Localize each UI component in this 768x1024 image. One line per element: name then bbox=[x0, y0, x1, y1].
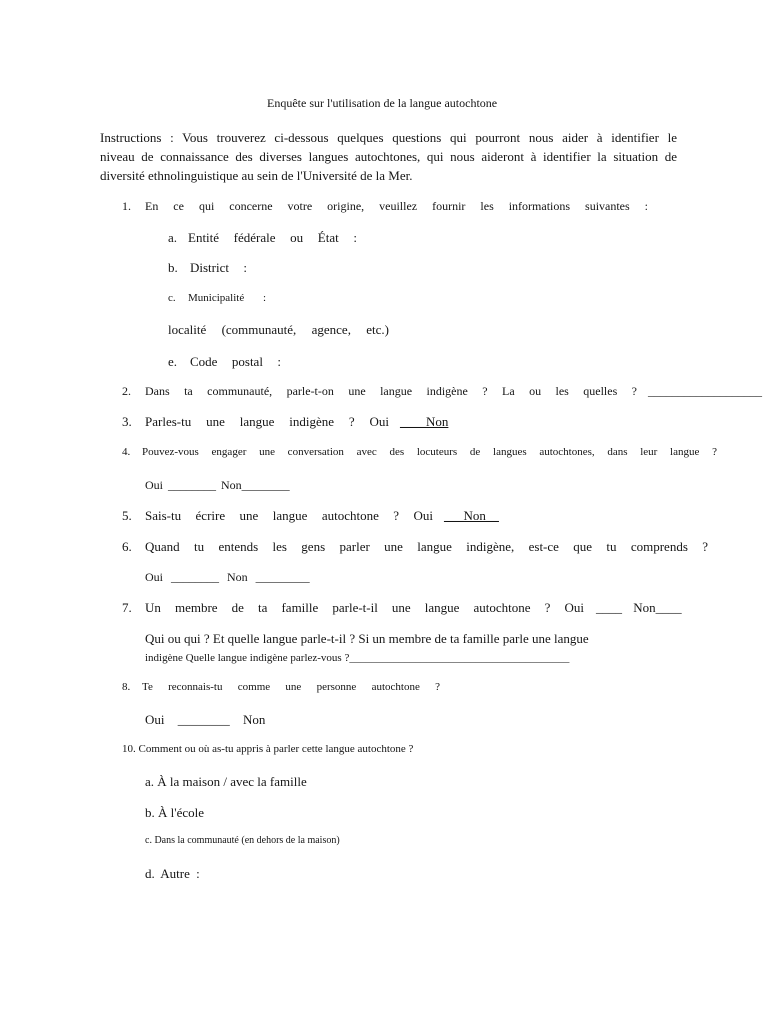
option-text: À la maison / avec la famille bbox=[157, 774, 307, 789]
question-number: 2. bbox=[122, 384, 131, 398]
instructions-line: Instructions : Vous trouverez ci-dessous quelques questions qui pourront nous aider à identifier le bbox=[100, 130, 677, 145]
question-number: 3. bbox=[122, 414, 132, 429]
sub-item-text: localité (communauté, agence, etc.) bbox=[168, 322, 389, 337]
option-a bbox=[145, 775, 307, 788]
question-text: Dans ta communauté, parle-t-on une langue indigène ? La ou les quelles ? bbox=[145, 384, 637, 398]
option-text: Autre : bbox=[160, 866, 200, 881]
sub-item-letter: e. bbox=[168, 354, 178, 369]
question-number: 7. bbox=[122, 600, 132, 615]
question-number: 8. bbox=[122, 681, 131, 693]
question-text: Quand tu entends les gens parler une langue indigène, est-ce que tu comprends ? bbox=[145, 539, 708, 554]
question-text: Comment ou où as-tu appris à parler cette langue autochtone ? bbox=[138, 743, 414, 755]
answer-blank: ___________________ bbox=[648, 384, 762, 398]
sub-item-text: Entité fédérale ou État : bbox=[188, 230, 357, 245]
instructions-line: diversité ethnolinguistique au sein de l'Université de la Mer. bbox=[100, 168, 413, 183]
question-10 bbox=[122, 744, 413, 755]
option-b bbox=[145, 806, 204, 819]
option-letter: b. bbox=[145, 805, 155, 820]
question-text: Pouvez-vous engager une conversation avec des locuteurs de langues autochtones, dans leur langue ? bbox=[142, 446, 717, 458]
answer-line: ____ Non____ bbox=[596, 600, 682, 615]
option-c bbox=[145, 836, 340, 846]
option-text: Dans la communauté (en dehors de la maison) bbox=[154, 835, 340, 846]
question-number: 5. bbox=[122, 508, 132, 523]
sub-item-text: Municipalité : bbox=[188, 292, 266, 304]
followup-text: Qui ou qui ? Et quelle langue parle-t-il ? Si un membre de ta famille parle une langue bbox=[145, 631, 589, 646]
sub-item-letter: c. bbox=[168, 292, 176, 304]
question-text: En ce qui concerne votre origine, veuillez fournir les informations suivantes : bbox=[145, 199, 648, 213]
answer-blank: ___Non__ bbox=[444, 508, 499, 523]
followup-text: indigène Quelle langue indigène parlez-vous ?________________________________________ bbox=[145, 652, 570, 664]
answer-line: Oui ________ Non________ bbox=[145, 478, 290, 492]
question-text: Parles-tu une langue indigène ? Oui bbox=[145, 414, 389, 429]
question-text: Sais-tu écrire une langue autochtone ? Oui bbox=[145, 508, 433, 523]
answer-line: Oui ________ Non bbox=[145, 712, 266, 727]
page-title: Enquête sur l'utilisation de la langue autochtone bbox=[267, 96, 498, 110]
answer-line: Oui ________ Non _________ bbox=[145, 570, 310, 584]
sub-item-text: District : bbox=[190, 260, 247, 275]
option-text: À l'école bbox=[158, 805, 205, 820]
sub-item-letter: a. bbox=[168, 230, 178, 245]
sub-item-letter: b. bbox=[168, 260, 178, 275]
sub-item-text: Code postal : bbox=[190, 354, 281, 369]
question-number: 4. bbox=[122, 446, 131, 458]
question-text: Te reconnais-tu comme une personne autochtone ? bbox=[142, 681, 440, 693]
question-number: 1. bbox=[122, 199, 131, 213]
option-letter: c. bbox=[145, 835, 152, 846]
question-text: Un membre de ta famille parle-t-il une langue autochtone ? Oui bbox=[145, 600, 584, 615]
answer-blank: ____Non bbox=[400, 414, 449, 429]
option-letter: a. bbox=[145, 774, 155, 789]
option-letter: d. bbox=[145, 866, 155, 881]
question-number: 6. bbox=[122, 539, 132, 554]
instructions-line: niveau de connaissance des diverses langues autochtones, qui nous aideront à identifier la situation de bbox=[100, 149, 677, 164]
question-number: 10. bbox=[122, 743, 136, 755]
option-d bbox=[145, 867, 200, 880]
